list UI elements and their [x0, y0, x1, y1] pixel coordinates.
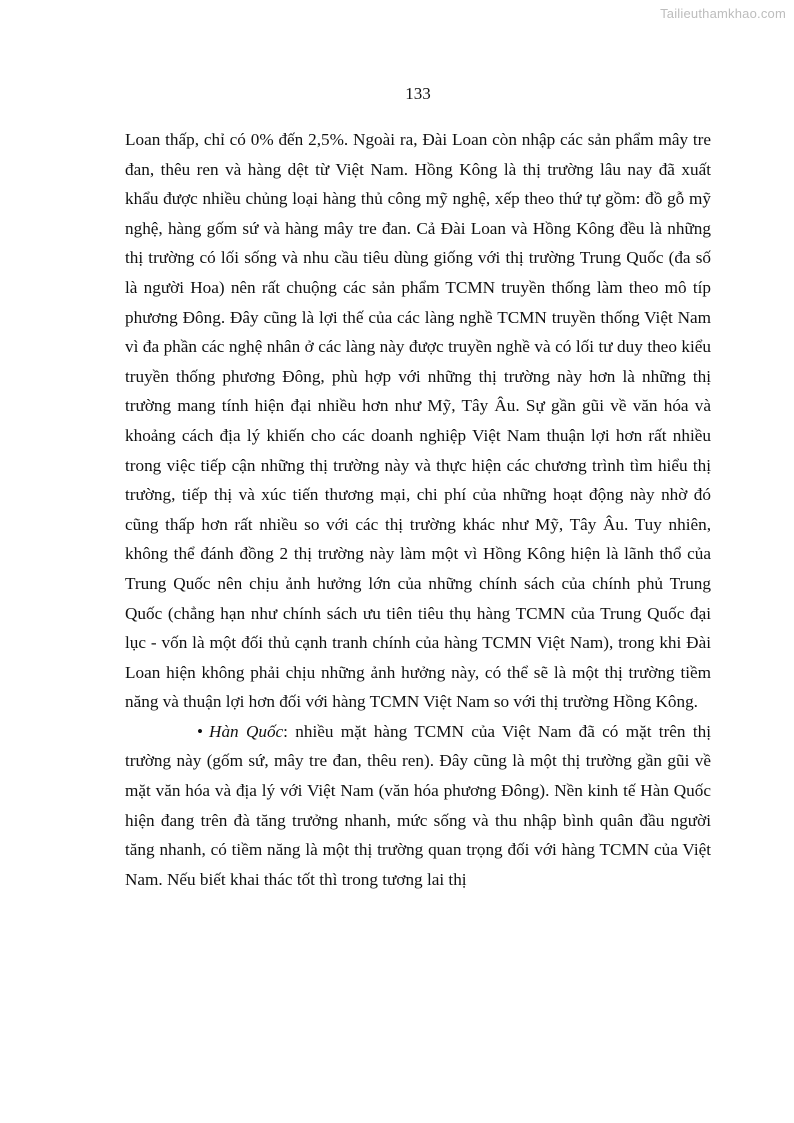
- document-body: [125, 125, 711, 894]
- page-number: 133: [405, 84, 431, 103]
- bullet-paragraph-korea: [125, 717, 711, 895]
- bullet-title: Hàn Quốc: [209, 721, 284, 741]
- paragraph-taiwan-hongkong: Loan thấp, chỉ có 0% đến 2,5%. Ngoài ra, Đài Loan còn nhập các sản phẩm mây tre đan, thêu ren và hàng dệt từ Việt Nam. Hồng Kông là thị trường lâu nay đã xuất khẩu được nhiều chủng loại hàng thủ công mỹ nghệ, xếp theo thứ tự gồm: đồ gỗ mỹ nghệ, hàng gốm sứ và hàng mây tre đan. Cả Đài Loan và Hồng Kông đều là những thị trường có lối sống và nhu cầu tiêu dùng giống với thị trường Trung Quốc (đa số là người Hoa) nên rất chuộng các sản phẩm TCMN truyền thống làm theo mô típ phương Đông. Đây cũng là lợi thế của các làng nghề TCMN truyền thống Việt Nam vì đa phần các nghệ nhân ở các làng này được truyền nghề và có lối tư duy theo kiểu truyền thống phương Đông, phù hợp với những thị trường này hơn là những thị trường mang tính hiện đại nhiều hơn như Mỹ, Tây Âu. Sự gần gũi về văn hóa và khoảng cách địa lý khiến cho các doanh nghiệp Việt Nam thuận lợi hơn rất nhiều trong việc tiếp cận những thị trường này và thực hiện các chương trình tìm hiểu thị trường, tiếp thị và xúc tiến thương mại, chi phí của những hoạt động này nhờ đó cũng thấp hơn rất nhiều so với các thị trường khác như Mỹ, Tây Âu. Tuy nhiên, không thể đánh đồng 2 thị trường này làm một vì Hồng Kông hiện là lãnh thổ của Trung Quốc nên chịu ảnh hưởng lớn của những chính sách của chính phủ Trung Quốc (chẳng hạn như chính sách ưu tiên tiêu thụ hàng TCMN của Trung Quốc đại lục - vốn là một đối thủ cạnh tranh chính của hàng TCMN Việt Nam), trong khi Đài Loan hiện không phải chịu những ảnh hưởng này, có thể sẽ là một thị trường tiềm năng và thuận lợi hơn đối với hàng TCMN Việt Nam so với thị trường Hồng Kông.: [125, 130, 711, 712]
- watermark-text: Tailieuthamkhao.com: [660, 6, 786, 21]
- bullet-text: : nhiều mặt hàng TCMN của Việt Nam đã có mặt trên thị trường này (gốm sứ, mây tre đan, thêu ren). Đây cũng là một thị trường gần gũi về mặt văn hóa và địa lý với Việt Nam (văn hóa phương Đông). Nền kinh tế Hàn Quốc hiện đang trên đà tăng trưởng nhanh, mức sống và thu nhập bình quân đầu người tăng nhanh, có tiềm năng là một thị trường quan trọng đối với hàng TCMN của Việt Nam. Nếu biết khai thác tốt thì trong tương lai thị: [125, 721, 711, 889]
- bullet-icon: •: [197, 721, 204, 741]
